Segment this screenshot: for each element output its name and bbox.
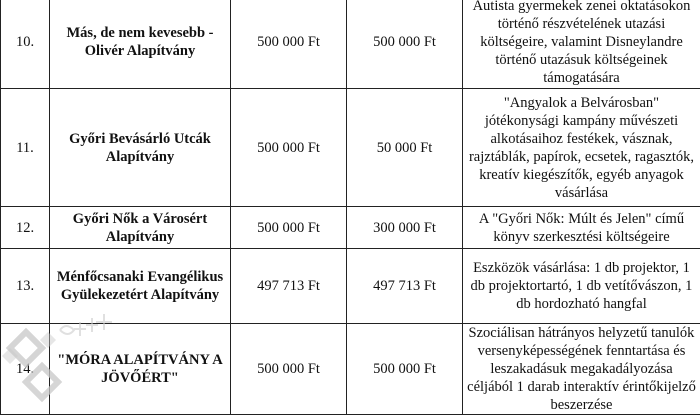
row-number: 10. bbox=[1, 0, 50, 89]
grant-purpose: "Angyalok a Belvárosban" jótékonysági kampány művészeti alkotásaihoz festékek, vásznak, rajztáblák, papírok, ecsetek, ragasztók, kreatív kiegészítők, egyéb anyagok vásárlása bbox=[463, 89, 700, 207]
row-number: 11. bbox=[1, 89, 50, 207]
grant-purpose: A "Győri Nők: Múlt és Jelen" című könyv szerkesztési költségeire bbox=[463, 207, 700, 249]
grant-purpose: Szociálisan hátrányos helyzetű tanulók versenyképességének fenntartása és leszakadásuk megakadályozása céljából 1 darab interaktív érintőkijelző beszerzése bbox=[463, 324, 700, 415]
table-row bbox=[1, 324, 700, 415]
grant-purpose: Eszközök vásárlása: 1 db projektor, 1 db projektortartó, 1 db vetítővászon, 1 db hordozható hangfal bbox=[463, 249, 700, 324]
organization-name: Más, de nem kevesebb - Olivér Alapítvány bbox=[50, 0, 231, 89]
table-row bbox=[1, 0, 700, 89]
organization-name: Győri Nők a Városért Alapítvány bbox=[50, 207, 231, 249]
organization-name: Győri Bevásárló Utcák Alapítvány bbox=[50, 89, 231, 207]
table-row bbox=[1, 89, 700, 207]
organization-name: Ménfőcsanaki Evangélikus Gyülekezetért Alapítvány bbox=[50, 249, 231, 324]
granted-amount: 50 000 Ft bbox=[347, 89, 463, 207]
granted-amount: 500 000 Ft bbox=[347, 324, 463, 415]
granted-amount: 497 713 Ft bbox=[347, 249, 463, 324]
grant-purpose: Autista gyermekek zenei oktatásokon történő részvételének utazási költségeire, valamint Disneylandre történő utazásuk költségeinek támogatására bbox=[463, 0, 700, 89]
requested-amount: 500 000 Ft bbox=[231, 324, 347, 415]
table-row bbox=[1, 249, 700, 324]
row-number: 12. bbox=[1, 207, 50, 249]
row-number: 14. bbox=[1, 324, 50, 415]
granted-amount: 300 000 Ft bbox=[347, 207, 463, 249]
organization-name: "MÓRA ALAPÍTVÁNY A JÖVŐÉRT" bbox=[50, 324, 231, 415]
requested-amount: 500 000 Ft bbox=[231, 207, 347, 249]
row-number: 13. bbox=[1, 249, 50, 324]
requested-amount: 497 713 Ft bbox=[231, 249, 347, 324]
table-row bbox=[1, 207, 700, 249]
granted-amount: 500 000 Ft bbox=[347, 0, 463, 89]
requested-amount: 500 000 Ft bbox=[231, 89, 347, 207]
requested-amount: 500 000 Ft bbox=[231, 0, 347, 89]
